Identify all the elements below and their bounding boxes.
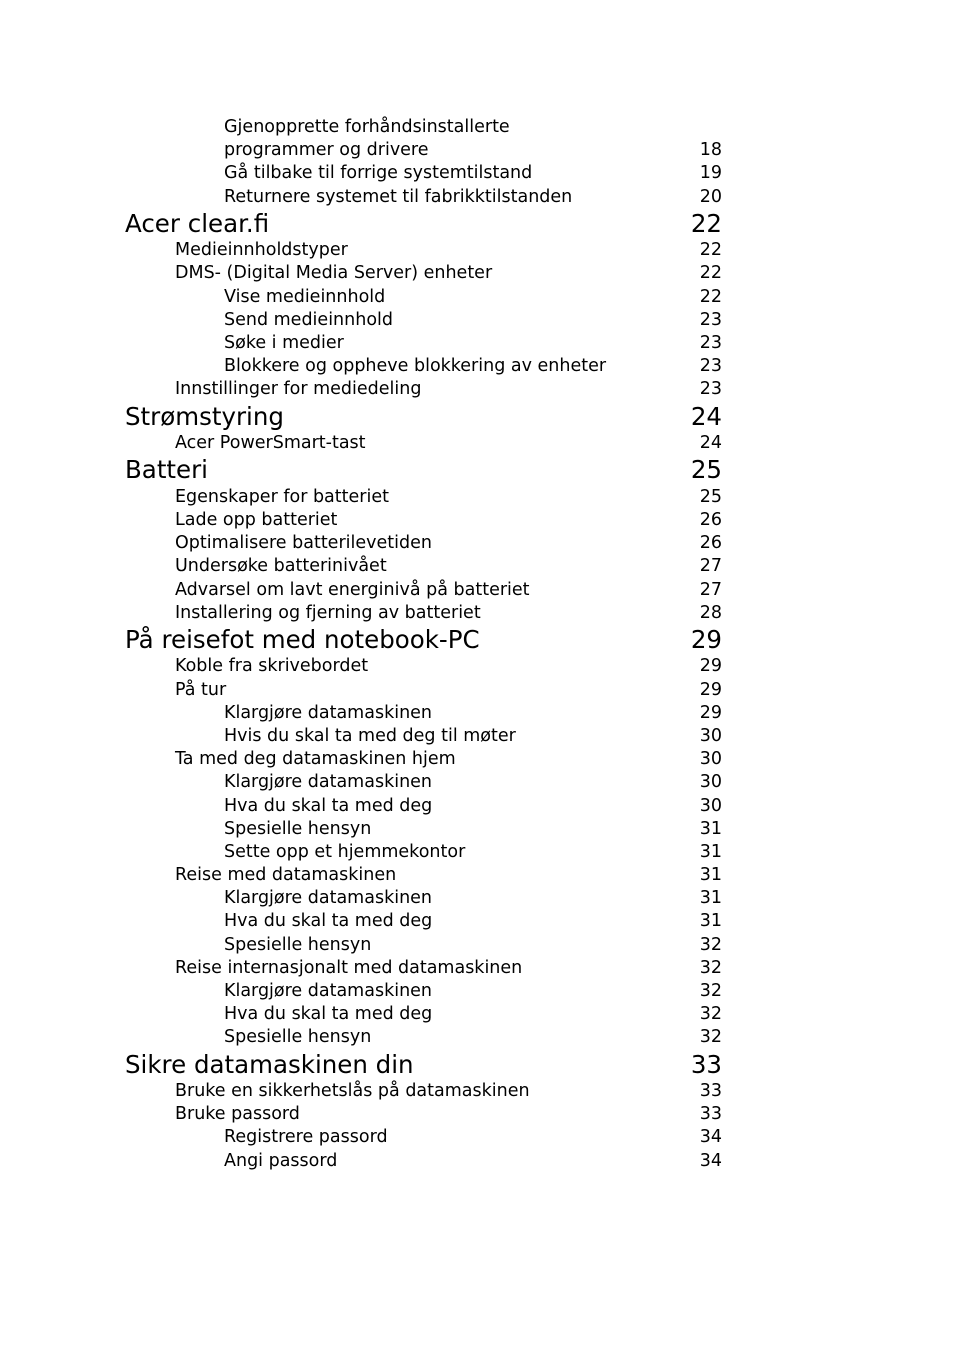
toc-subsection[interactable] bbox=[125, 309, 722, 332]
toc-entry-page-number: 24 bbox=[699, 433, 722, 454]
toc-chapter[interactable] bbox=[125, 402, 722, 433]
toc-entry-title: Lade opp batteriet bbox=[175, 509, 338, 530]
toc-entry-page-number: 25 bbox=[690, 455, 722, 485]
toc-entry-page-number: 31 bbox=[699, 911, 722, 932]
toc-entry-title: programmer og drivere bbox=[224, 140, 429, 161]
toc-entry-page-number: 22 bbox=[699, 286, 722, 307]
toc-section[interactable] bbox=[125, 509, 722, 532]
toc-subsection[interactable] bbox=[125, 725, 722, 748]
toc-entry-page-number: 32 bbox=[699, 957, 722, 978]
toc-section[interactable] bbox=[125, 602, 722, 625]
toc-entry-page-number: 27 bbox=[699, 579, 722, 600]
toc-entry-page-number: 20 bbox=[699, 186, 722, 207]
toc-entry-page-number: 31 bbox=[699, 818, 722, 839]
toc-subsection[interactable] bbox=[125, 1026, 722, 1049]
toc-entry-page-number: 30 bbox=[699, 795, 722, 816]
toc-entry-title: Koble fra skrivebordet bbox=[175, 656, 369, 677]
toc-entry-title: Hva du skal ta med deg bbox=[224, 1004, 433, 1025]
toc-entry-title: Bruke en sikkerhetslås på datamaskinen bbox=[175, 1081, 530, 1102]
toc-entry-page-number: 29 bbox=[699, 656, 722, 677]
toc-entry-page-number: 23 bbox=[699, 356, 722, 377]
toc-chapter[interactable] bbox=[125, 625, 722, 656]
toc-entry-title: Bruke passord bbox=[175, 1104, 300, 1125]
toc-entry-title: Klargjøre datamaskinen bbox=[224, 888, 433, 909]
toc-entry-title: Strømstyring bbox=[125, 401, 284, 431]
toc-entry-title: Sette opp et hjemmekontor bbox=[224, 841, 466, 862]
toc-section[interactable] bbox=[125, 748, 722, 771]
toc-entry-title: Send medieinnhold bbox=[224, 309, 394, 330]
toc-entry-page-number: 30 bbox=[699, 749, 722, 770]
toc-entry-page-number: 22 bbox=[699, 263, 722, 284]
toc-subsection[interactable] bbox=[125, 355, 722, 378]
toc-subsection[interactable] bbox=[125, 1150, 722, 1173]
toc-entry-title: Vise medieinnhold bbox=[224, 286, 386, 307]
toc-section[interactable] bbox=[125, 239, 722, 262]
toc-entry-title: Klargjøre datamaskinen bbox=[224, 702, 433, 723]
toc-entry-page-number: 29 bbox=[699, 679, 722, 700]
toc-subsection[interactable] bbox=[125, 286, 722, 309]
toc-entry-page-number: 29 bbox=[699, 702, 722, 723]
toc-entry-title: Acer PowerSmart-tast bbox=[175, 433, 366, 454]
toc-subsection[interactable] bbox=[125, 162, 722, 185]
toc-entry-page-number: 22 bbox=[690, 208, 722, 238]
toc-entry-page-number: 28 bbox=[699, 602, 722, 623]
toc-entry-page-number: 24 bbox=[690, 401, 722, 431]
toc-entry-title: Spesielle hensyn bbox=[224, 934, 372, 955]
toc-entry-title: Medieinnholdstyper bbox=[175, 240, 348, 261]
toc-entry-title: Klargjøre datamaskinen bbox=[224, 981, 433, 1001]
toc-entry-title: På reisefot med notebook-PC bbox=[125, 624, 480, 654]
toc-section[interactable] bbox=[125, 579, 722, 602]
toc-entry-title: Optimalisere batterilevetiden bbox=[175, 533, 432, 554]
toc-entry-page-number: 33 bbox=[699, 1104, 722, 1125]
toc-section[interactable] bbox=[125, 378, 722, 401]
toc-entry-page-number: 32 bbox=[699, 934, 722, 955]
toc-chapter[interactable] bbox=[125, 1050, 722, 1081]
toc-subsection[interactable] bbox=[125, 1126, 722, 1149]
toc-subsection[interactable] bbox=[125, 934, 722, 957]
toc-entry-title: DMS- (Digital Media Server) enheter bbox=[175, 263, 493, 284]
toc-section[interactable] bbox=[125, 864, 722, 887]
toc-entry-title: Spesielle hensyn bbox=[224, 818, 372, 839]
toc-entry-title: Batteri bbox=[125, 455, 208, 485]
toc-entry-title: Hva du skal ta med deg bbox=[224, 911, 433, 932]
toc-subsection[interactable] bbox=[125, 139, 722, 162]
toc-entry-title: Undersøke batterinivået bbox=[175, 556, 387, 577]
toc-entry-title: Søke i medier bbox=[224, 333, 344, 353]
toc-entry-title: Gjenopprette forhåndsinstallerte bbox=[224, 117, 510, 137]
toc-entry-title: Angi passord bbox=[224, 1150, 338, 1171]
toc-entry-page-number: 30 bbox=[699, 772, 722, 793]
toc-entry-title: Advarsel om lavt energinivå på batteriet bbox=[175, 579, 530, 600]
toc-entry-title: Acer clear.fi bbox=[125, 208, 270, 238]
toc-entry-title: Blokkere og oppheve blokkering av enheter bbox=[224, 356, 607, 377]
toc-chapter[interactable] bbox=[125, 455, 722, 486]
toc-entry-page-number: 26 bbox=[699, 509, 722, 530]
toc-entry-page-number: 23 bbox=[699, 309, 722, 330]
toc-subsection[interactable] bbox=[125, 702, 722, 725]
toc-entry-page-number: 31 bbox=[699, 841, 722, 862]
toc-subsection[interactable] bbox=[125, 116, 722, 139]
toc-section[interactable] bbox=[125, 1103, 722, 1126]
toc-subsection[interactable] bbox=[125, 771, 722, 794]
toc-section[interactable] bbox=[125, 555, 722, 578]
toc-entry-title: Ta med deg datamaskinen hjem bbox=[175, 749, 456, 770]
toc-entry-title: Egenskaper for batteriet bbox=[175, 486, 389, 507]
toc-entry-title: Hvis du skal ta med deg til møter bbox=[224, 725, 516, 746]
toc-entry-page-number: 23 bbox=[699, 379, 722, 400]
toc-subsection[interactable] bbox=[125, 332, 722, 355]
toc-entry-title: Reise internasjonalt med datamaskinen bbox=[175, 957, 523, 978]
toc-entry-page-number: 32 bbox=[699, 981, 722, 1001]
toc-entry-page-number: 33 bbox=[690, 1049, 722, 1079]
toc-entry-page-number: 19 bbox=[699, 163, 722, 184]
toc-subsection[interactable] bbox=[125, 1003, 722, 1026]
toc-subsection[interactable] bbox=[125, 910, 722, 933]
toc-entry-title: Returnere systemet til fabrikktilstanden bbox=[224, 186, 573, 207]
toc-entry-title: Hva du skal ta med deg bbox=[224, 795, 433, 816]
toc-subsection[interactable] bbox=[125, 980, 722, 1003]
toc-entry-page-number: 32 bbox=[699, 1004, 722, 1025]
toc-section[interactable] bbox=[125, 957, 722, 980]
toc-section[interactable] bbox=[125, 1080, 722, 1103]
toc-entry-page-number: 26 bbox=[699, 533, 722, 554]
toc-entry-page-number: 29 bbox=[690, 624, 722, 654]
toc-entry-page-number: 27 bbox=[699, 556, 722, 577]
toc-entry-title: Innstillinger for mediedeling bbox=[175, 379, 422, 400]
toc-section[interactable] bbox=[125, 486, 722, 509]
toc-entry-page-number: 22 bbox=[699, 240, 722, 261]
toc-subsection[interactable] bbox=[125, 818, 722, 841]
toc-section[interactable] bbox=[125, 655, 722, 678]
toc-entry-page-number: 25 bbox=[699, 486, 722, 507]
toc-entry-page-number: 31 bbox=[699, 865, 722, 886]
table-of-contents bbox=[125, 116, 722, 1173]
toc-entry-page-number: 32 bbox=[699, 1027, 722, 1048]
toc-entry-title: Reise med datamaskinen bbox=[175, 865, 397, 886]
toc-chapter[interactable] bbox=[125, 209, 722, 240]
toc-entry-page-number: 34 bbox=[699, 1150, 722, 1171]
toc-entry-title: Installering og fjerning av batteriet bbox=[175, 602, 481, 623]
toc-subsection[interactable] bbox=[125, 887, 722, 910]
toc-entry-page-number: 23 bbox=[699, 333, 722, 353]
toc-entry-title: Spesielle hensyn bbox=[224, 1027, 372, 1048]
toc-entry-page-number: 33 bbox=[699, 1081, 722, 1102]
toc-subsection[interactable] bbox=[125, 186, 722, 209]
toc-subsection[interactable] bbox=[125, 795, 722, 818]
toc-section[interactable] bbox=[125, 532, 722, 555]
toc-section[interactable] bbox=[125, 262, 722, 285]
toc-entry-title: Registrere passord bbox=[224, 1127, 388, 1148]
toc-section[interactable] bbox=[125, 432, 722, 455]
toc-entry-title: På tur bbox=[175, 679, 227, 700]
toc-entry-title: Gå tilbake til forrige systemtilstand bbox=[224, 163, 533, 184]
toc-entry-page-number: 31 bbox=[699, 888, 722, 909]
toc-entry-page-number: 30 bbox=[699, 725, 722, 746]
toc-subsection[interactable] bbox=[125, 841, 722, 864]
toc-section[interactable] bbox=[125, 679, 722, 702]
toc-entry-title: Sikre datamaskinen din bbox=[125, 1049, 414, 1079]
toc-entry-page-number: 34 bbox=[699, 1127, 722, 1148]
toc-entry-title: Klargjøre datamaskinen bbox=[224, 772, 433, 793]
toc-entry-page-number: 18 bbox=[699, 140, 722, 161]
